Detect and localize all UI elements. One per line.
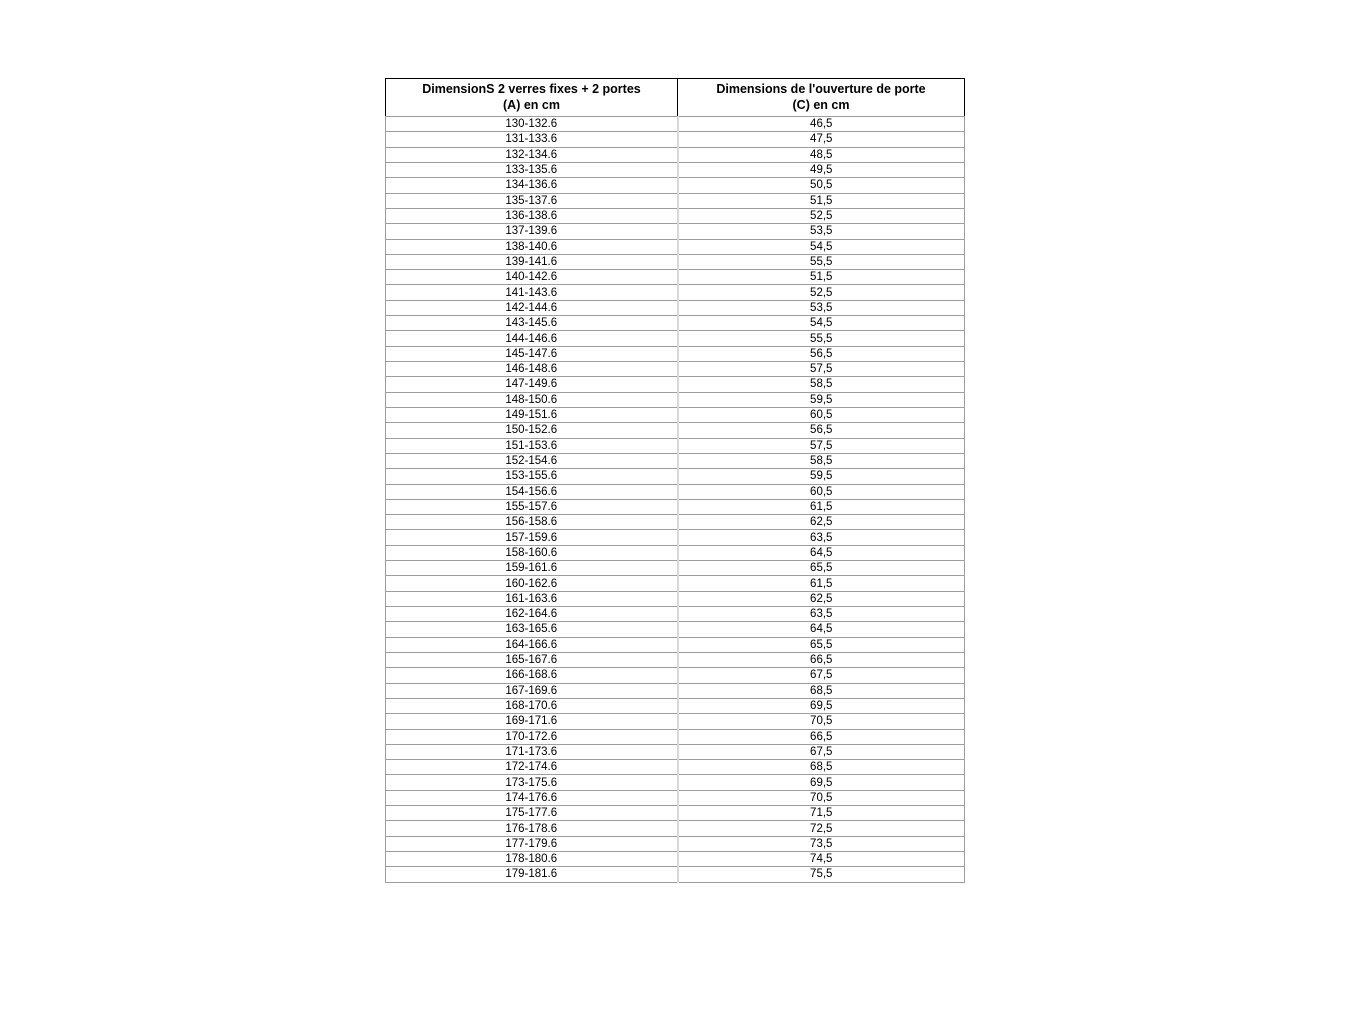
table-row [386, 714, 965, 729]
header-col-opening-c [678, 79, 965, 117]
opening-c-cell: 49,5 [678, 162, 965, 177]
opening-c-cell: 61,5 [678, 576, 965, 591]
opening-c-cell: 53,5 [678, 224, 965, 239]
opening-c-cell: 57,5 [678, 438, 965, 453]
table-row [386, 515, 965, 530]
opening-c-cell: 56,5 [678, 346, 965, 361]
header-col-c-line1: Dimensions de l'ouverture de porte [716, 82, 926, 96]
dimension-a-cell: 174-176.6 [386, 790, 678, 805]
opening-c-cell: 59,5 [678, 469, 965, 484]
table-row [386, 193, 965, 208]
dimension-a-cell: 141-143.6 [386, 285, 678, 300]
opening-c-cell: 47,5 [678, 132, 965, 147]
table-row [386, 760, 965, 775]
table-row [386, 331, 965, 346]
dimension-a-cell: 140-142.6 [386, 270, 678, 285]
dimension-a-cell: 155-157.6 [386, 499, 678, 514]
dimension-a-cell: 133-135.6 [386, 162, 678, 177]
table-row [386, 239, 965, 254]
table-row [386, 836, 965, 851]
dimension-a-cell: 175-177.6 [386, 806, 678, 821]
opening-c-cell: 55,5 [678, 331, 965, 346]
table-row [386, 652, 965, 667]
opening-c-cell: 69,5 [678, 775, 965, 790]
header-col-c-line2: (C) en cm [792, 98, 850, 112]
table-row [386, 316, 965, 331]
table-header [386, 79, 965, 117]
table-row [386, 668, 965, 683]
opening-c-cell: 46,5 [678, 117, 965, 132]
dimension-a-cell: 134-136.6 [386, 178, 678, 193]
opening-c-cell: 68,5 [678, 760, 965, 775]
opening-c-cell: 73,5 [678, 836, 965, 851]
table-row [386, 392, 965, 407]
opening-c-cell: 64,5 [678, 622, 965, 637]
table-row [386, 545, 965, 560]
table-body [386, 117, 965, 883]
dimension-a-cell: 168-170.6 [386, 698, 678, 713]
dimension-a-cell: 130-132.6 [386, 117, 678, 132]
dimension-a-cell: 171-173.6 [386, 744, 678, 759]
dimension-a-cell: 179-181.6 [386, 867, 678, 882]
table-row [386, 254, 965, 269]
dimension-a-cell: 135-137.6 [386, 193, 678, 208]
dimension-a-cell: 149-151.6 [386, 407, 678, 422]
table-row [386, 178, 965, 193]
opening-c-cell: 66,5 [678, 652, 965, 667]
opening-c-cell: 72,5 [678, 821, 965, 836]
table-row [386, 407, 965, 422]
table-row [386, 729, 965, 744]
dimension-a-cell: 160-162.6 [386, 576, 678, 591]
opening-c-cell: 48,5 [678, 147, 965, 162]
table-row [386, 744, 965, 759]
dimension-a-cell: 172-174.6 [386, 760, 678, 775]
table-row [386, 162, 965, 177]
table-row [386, 117, 965, 132]
table-row [386, 147, 965, 162]
dimension-a-cell: 139-141.6 [386, 254, 678, 269]
opening-c-cell: 69,5 [678, 698, 965, 713]
dimension-a-cell: 165-167.6 [386, 652, 678, 667]
table-row [386, 591, 965, 606]
opening-c-cell: 67,5 [678, 744, 965, 759]
table-row [386, 499, 965, 514]
table-row [386, 867, 965, 882]
table-row [386, 821, 965, 836]
opening-c-cell: 74,5 [678, 852, 965, 867]
dimension-a-cell: 137-139.6 [386, 224, 678, 239]
table-row [386, 469, 965, 484]
dimension-a-cell: 166-168.6 [386, 668, 678, 683]
header-col-a-line2: (A) en cm [503, 98, 560, 112]
opening-c-cell: 70,5 [678, 714, 965, 729]
dimension-a-cell: 150-152.6 [386, 423, 678, 438]
dimension-a-cell: 157-159.6 [386, 530, 678, 545]
dimension-a-cell: 178-180.6 [386, 852, 678, 867]
table-row [386, 775, 965, 790]
table-row [386, 438, 965, 453]
dimension-a-cell: 161-163.6 [386, 591, 678, 606]
header-col-dimensions-a [386, 79, 678, 117]
dimension-a-cell: 158-160.6 [386, 545, 678, 560]
dimension-a-cell: 156-158.6 [386, 515, 678, 530]
opening-c-cell: 51,5 [678, 193, 965, 208]
opening-c-cell: 52,5 [678, 285, 965, 300]
dimension-a-cell: 144-146.6 [386, 331, 678, 346]
table-row [386, 698, 965, 713]
opening-c-cell: 70,5 [678, 790, 965, 805]
dimension-a-cell: 132-134.6 [386, 147, 678, 162]
dimension-a-cell: 142-144.6 [386, 300, 678, 315]
dimension-a-cell: 162-164.6 [386, 607, 678, 622]
table-row [386, 637, 965, 652]
opening-c-cell: 65,5 [678, 561, 965, 576]
table-row [386, 270, 965, 285]
opening-c-cell: 57,5 [678, 362, 965, 377]
table-row [386, 346, 965, 361]
dimension-a-cell: 176-178.6 [386, 821, 678, 836]
table-row [386, 607, 965, 622]
dimension-a-cell: 148-150.6 [386, 392, 678, 407]
opening-c-cell: 51,5 [678, 270, 965, 285]
dimension-a-cell: 169-171.6 [386, 714, 678, 729]
table-row [386, 132, 965, 147]
table-row [386, 622, 965, 637]
dimension-a-cell: 146-148.6 [386, 362, 678, 377]
opening-c-cell: 54,5 [678, 316, 965, 331]
dimension-a-cell: 177-179.6 [386, 836, 678, 851]
dimensions-table [385, 78, 965, 883]
dimension-a-cell: 163-165.6 [386, 622, 678, 637]
dimension-a-cell: 154-156.6 [386, 484, 678, 499]
table-row [386, 683, 965, 698]
table-row [386, 576, 965, 591]
opening-c-cell: 63,5 [678, 607, 965, 622]
opening-c-cell: 60,5 [678, 407, 965, 422]
dimension-a-cell: 147-149.6 [386, 377, 678, 392]
opening-c-cell: 62,5 [678, 515, 965, 530]
dimension-a-cell: 145-147.6 [386, 346, 678, 361]
table-row [386, 208, 965, 223]
table-row [386, 377, 965, 392]
dimension-a-cell: 153-155.6 [386, 469, 678, 484]
table-row [386, 423, 965, 438]
dimension-a-cell: 173-175.6 [386, 775, 678, 790]
opening-c-cell: 56,5 [678, 423, 965, 438]
opening-c-cell: 71,5 [678, 806, 965, 821]
dimension-a-cell: 131-133.6 [386, 132, 678, 147]
dimension-a-cell: 152-154.6 [386, 453, 678, 468]
opening-c-cell: 68,5 [678, 683, 965, 698]
opening-c-cell: 55,5 [678, 254, 965, 269]
dimension-a-cell: 159-161.6 [386, 561, 678, 576]
opening-c-cell: 52,5 [678, 208, 965, 223]
opening-c-cell: 75,5 [678, 867, 965, 882]
table-row [386, 484, 965, 499]
opening-c-cell: 65,5 [678, 637, 965, 652]
dimensions-table-container [385, 78, 964, 883]
table-row [386, 224, 965, 239]
opening-c-cell: 59,5 [678, 392, 965, 407]
table-row [386, 806, 965, 821]
table-row [386, 300, 965, 315]
opening-c-cell: 66,5 [678, 729, 965, 744]
opening-c-cell: 64,5 [678, 545, 965, 560]
dimension-a-cell: 167-169.6 [386, 683, 678, 698]
opening-c-cell: 58,5 [678, 453, 965, 468]
opening-c-cell: 63,5 [678, 530, 965, 545]
dimension-a-cell: 170-172.6 [386, 729, 678, 744]
opening-c-cell: 50,5 [678, 178, 965, 193]
table-row [386, 790, 965, 805]
opening-c-cell: 61,5 [678, 499, 965, 514]
table-row [386, 530, 965, 545]
dimension-a-cell: 138-140.6 [386, 239, 678, 254]
header-col-a-line1: DimensionS 2 verres fixes + 2 portes [422, 82, 641, 96]
opening-c-cell: 53,5 [678, 300, 965, 315]
table-row [386, 561, 965, 576]
opening-c-cell: 60,5 [678, 484, 965, 499]
opening-c-cell: 54,5 [678, 239, 965, 254]
dimension-a-cell: 143-145.6 [386, 316, 678, 331]
opening-c-cell: 67,5 [678, 668, 965, 683]
header-row [386, 79, 965, 117]
dimension-a-cell: 136-138.6 [386, 208, 678, 223]
table-row [386, 852, 965, 867]
table-row [386, 285, 965, 300]
table-row [386, 362, 965, 377]
dimension-a-cell: 151-153.6 [386, 438, 678, 453]
table-row [386, 453, 965, 468]
opening-c-cell: 62,5 [678, 591, 965, 606]
dimension-a-cell: 164-166.6 [386, 637, 678, 652]
opening-c-cell: 58,5 [678, 377, 965, 392]
